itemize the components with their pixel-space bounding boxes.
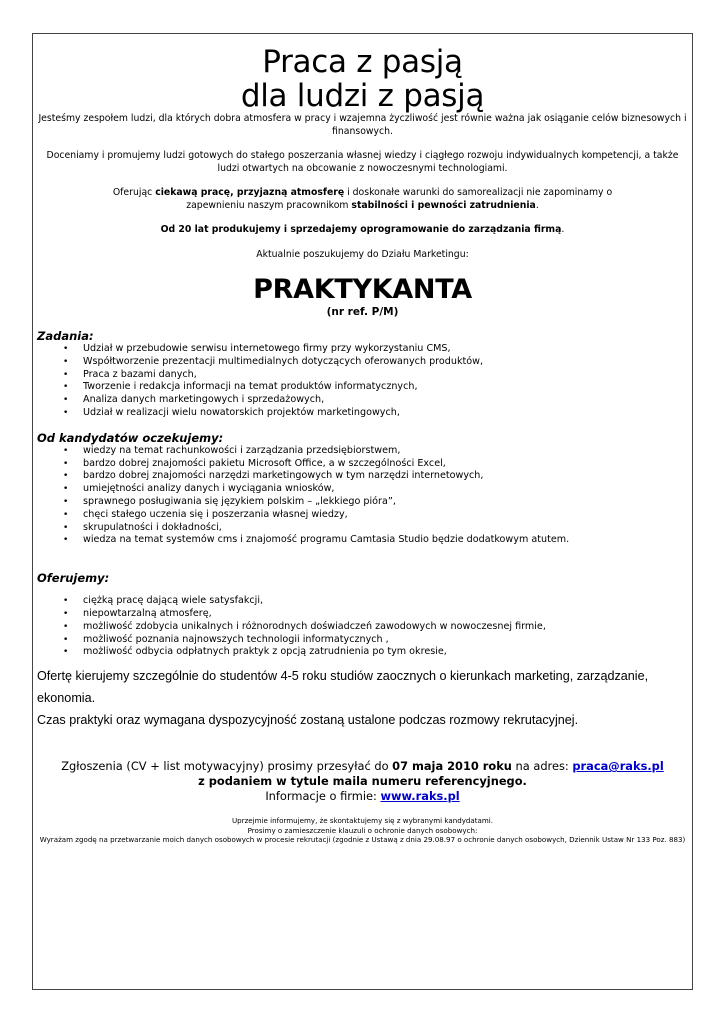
list-item: • możliwość poznania najnowszych technologii informatycznych , [83,634,688,647]
offer-text-3: . [535,199,539,211]
list-item: • sprawnego posługiwania się językiem polskim – „lekkiego pióra”, [83,496,688,509]
page-frame [32,33,693,990]
intro-paragraph-1: Jesteśmy zespołem ludzi, dla których dobra atmosfera w pracy i wzajemna życzliwość jest równie ważna jak osiąganie celów biznesowych i finansowych. [38,113,687,137]
list-item: • chęci stałego uczenia się i poszerzania własnej wiedzy, [83,509,688,522]
reference-number: (nr ref. P/M) [326,306,399,318]
list-item: • skrupulatności i dokładności, [83,522,688,535]
offer-text-2: i doskonałe warunki do samorealizacji nie zapominamy o zapewnieniu naszym pracownikom [186,187,613,211]
list-item: • Udział w przebudowie serwisu internetowego firmy przy wykorzystaniu CMS, [83,343,688,356]
tasks-list [37,343,688,420]
seeking-text: Aktualnie poszukujemy do Działu Marketingu: [256,248,469,260]
years-end: . [561,224,565,235]
intro-paragraph-2: Doceniamy i promujemy ludzi gotowych do stałego poszerzania własnej wiedzy i ciągłego rozwoju indywidualnych kompetencji, a także ludzi otwartych na obcowanie z nowoczesnymi technologiami. [46,150,679,174]
apply-subject-note: z podaniem w tytule maila numeru referencyjnego. [198,774,527,789]
title-line-1: Praca z pasją [262,44,463,80]
list-item: • Analiza danych marketingowych i sprzedażowych, [83,394,688,407]
content [37,44,688,845]
offer-heading: Oferujemy: [37,571,110,586]
apply-text-1: Zgłoszenia (CV + list motywacyjny) prosimy przesyłać do [61,759,393,774]
list-item: • możliwość odbycia odpłatnych praktyk z opcją zatrudnienia po tym okresie, [83,646,688,659]
list-item: • umiejętności analizy danych i wyciągania wniosków, [83,483,688,496]
requirements-heading: Od kandydatów oczekujemy: [37,430,224,445]
apply-date: 07 maja 2010 roku [392,759,512,774]
title-line-2: dla ludzi z pasją [240,78,485,114]
position-title: PRAKTYKANTA [253,274,472,305]
list-item: • bardzo dobrej znajomości pakietu Microsoft Office, a w szczególności Excel, [83,458,688,471]
footer-line-2: Prosimy o zamieszczenie klauzuli o ochronie danych osobowych: [247,825,478,835]
years-paragraph [37,224,688,237]
list-item: • możliwość zdobycia unikalnych i różnorodnych doświadczeń zawodowych w nowoczesnej firmie, [83,621,688,634]
students-paragraph: Ofertę kierujemy szczególnie do studentów 4-5 roku studiów zaocznych o kierunkach marketing, zarządzanie, ekonomia. [37,669,649,706]
offer-bold-2: stabilności i pewności zatrudnienia [351,199,536,211]
apply-line-1 [37,759,688,774]
list-item: • ciężką pracę dającą wiele satysfakcji, [83,595,688,608]
offer-list [37,595,688,659]
list-item: • bardzo dobrej znajomości narzędzi marketingowych w tym narzędzi internetowych, [83,470,688,483]
offer-bold-1: ciekawą pracę, przyjazną atmosferę [155,187,345,198]
years-bold: Od 20 lat produkujemy i sprzedajemy oprogramowanie do zarządzania firmą [160,224,562,235]
apply-text-2: na adres: [511,759,573,774]
apply-line-2 [37,774,688,789]
list-item: • wiedza na temat systemów cms i znajomość programu Camtasia Studio będzie dodatkowym atutem. [83,534,688,547]
tasks-heading: Zadania: [37,329,94,343]
offer-paragraph [37,187,688,212]
info-label: Informacje o firmie: [265,789,381,804]
list-item: • Udział w realizacji wielu nowatorskich projektów marketingowych, [83,407,688,420]
list-item: • niepowtarzalną atmosferę, [83,608,688,621]
list-item: • Praca z bazami danych, [83,369,688,382]
website-link[interactable]: www.raks.pl [380,789,460,804]
schedule-paragraph: Czas praktyki oraz wymagana dyspozycyjność zostaną ustalone podczas rozmowy rekrutacyjnej. [37,713,579,728]
list-item: • Tworzenie i redakcja informacji na temat produktów informatycznych, [83,381,688,394]
apply-line-3 [37,789,688,804]
footer-line-3: Wyrażam zgodę na przetwarzanie moich danych osobowych w procesie rekrutacji (zgodnie z Ustawą z dnia 29.08.97 o ochronie danych osobowych, Dziennik Ustaw Nr 133 Poz. 883) [39,835,686,845]
list-item: • wiedzy na temat rachunkowości i zarządzania przedsiębiorstwem, [83,445,688,458]
footer-line-1: Uprzejmie informujemy, że skontaktujemy się z wybranymi kandydatami. [231,816,494,826]
email-link[interactable]: praca@raks.pl [572,759,664,774]
offer-text-1: Oferując [112,187,156,198]
requirements-list [37,445,688,547]
list-item: • Współtworzenie prezentacji multimedialnych dotyczących oferowanych produktów, [83,356,688,369]
